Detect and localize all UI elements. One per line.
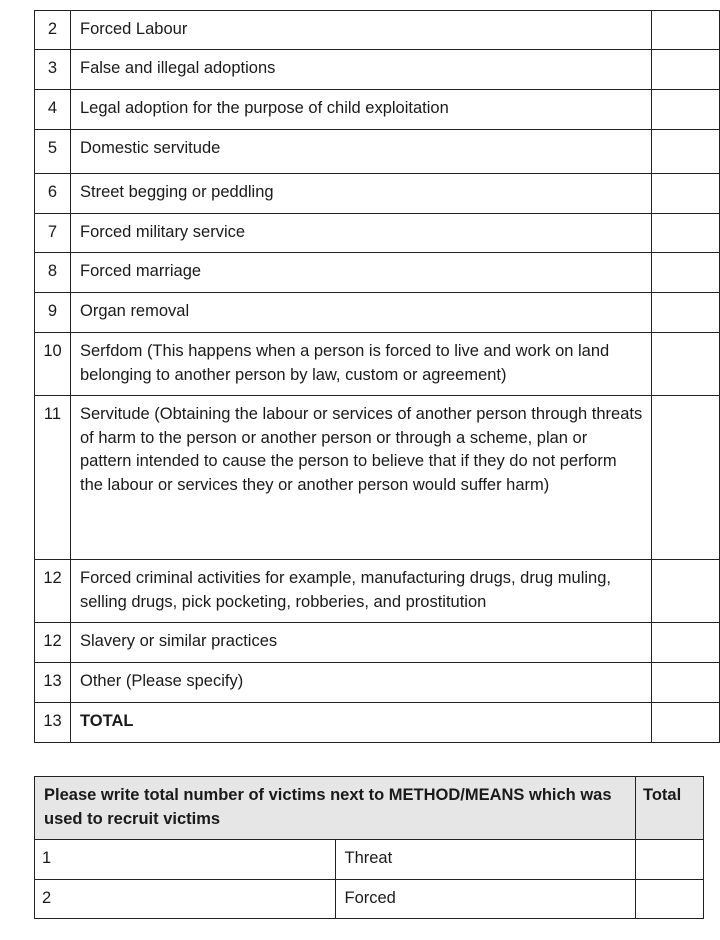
total-input-cell[interactable] xyxy=(652,174,720,214)
exploitation-types-table xyxy=(34,10,720,743)
row-number: 6 xyxy=(35,174,71,214)
total-input-cell[interactable] xyxy=(652,623,720,663)
total-input-cell[interactable] xyxy=(636,880,704,919)
table-row xyxy=(35,253,720,293)
total-input-cell[interactable] xyxy=(652,560,720,623)
table-row xyxy=(35,703,720,743)
row-number: 12 xyxy=(35,560,71,623)
table-row xyxy=(35,663,720,703)
row-label: Forced criminal activities for example, manufacturing drugs, drug muling, selling drugs, pick pocketing, robberies, and prostitution xyxy=(71,560,652,623)
row-number: 12 xyxy=(35,623,71,663)
total-input-cell[interactable] xyxy=(652,663,720,703)
table-row xyxy=(35,396,720,560)
row-number: 11 xyxy=(35,396,71,560)
table-row xyxy=(35,214,720,253)
table-row xyxy=(35,623,720,663)
total-input-cell[interactable] xyxy=(652,293,720,333)
row-number: 2 xyxy=(35,11,71,50)
row-number: 4 xyxy=(35,90,71,130)
row-label: Street begging or peddling xyxy=(71,174,652,214)
table-row xyxy=(35,880,704,919)
total-input-cell[interactable] xyxy=(652,396,720,560)
total-input-cell[interactable] xyxy=(652,11,720,50)
row-label: Organ removal xyxy=(71,293,652,333)
row-number: 5 xyxy=(35,130,71,174)
row-label: Slavery or similar practices xyxy=(71,623,652,663)
row-label: Other (Please specify) xyxy=(71,663,652,703)
row-label: Serfdom (This happens when a person is forced to live and work on land belonging to another person by law, custom or agreement) xyxy=(71,333,652,396)
row-number: 10 xyxy=(35,333,71,396)
total-input-cell[interactable] xyxy=(652,130,720,174)
row-number: 8 xyxy=(35,253,71,293)
table-row xyxy=(35,90,720,130)
instruction-header: Please write total number of victims next to METHOD/MEANS which was used to recruit victims xyxy=(35,777,636,840)
row-number: 13 xyxy=(35,703,71,743)
row-number: 3 xyxy=(35,50,71,90)
row-number: 1 xyxy=(35,840,336,880)
table-row xyxy=(35,50,720,90)
row-label: Forced xyxy=(335,880,636,919)
table-row xyxy=(35,333,720,396)
total-label: TOTAL xyxy=(71,703,652,743)
row-label: Forced marriage xyxy=(71,253,652,293)
total-column-header: Total xyxy=(636,777,704,840)
table-header-row xyxy=(35,777,704,840)
row-label: Forced Labour xyxy=(71,11,652,50)
table-row xyxy=(35,560,720,623)
row-label: False and illegal adoptions xyxy=(71,50,652,90)
total-input-cell[interactable] xyxy=(652,90,720,130)
row-label: Legal adoption for the purpose of child exploitation xyxy=(71,90,652,130)
table-row xyxy=(35,11,720,50)
total-input-cell[interactable] xyxy=(652,50,720,90)
grand-total-input-cell[interactable] xyxy=(652,703,720,743)
table-row xyxy=(35,174,720,214)
row-label: Servitude (Obtaining the labour or services of another person through threats of harm to the person or another person or through a scheme, plan or pattern intended to cause the person to believe that if they do not perform the labour or services they or another person would suffer harm) xyxy=(71,396,652,560)
total-input-cell[interactable] xyxy=(636,840,704,880)
table-row xyxy=(35,840,704,880)
row-label: Domestic servitude xyxy=(71,130,652,174)
total-input-cell[interactable] xyxy=(652,253,720,293)
total-input-cell[interactable] xyxy=(652,333,720,396)
row-number: 9 xyxy=(35,293,71,333)
recruitment-methods-table xyxy=(34,776,704,919)
table-row xyxy=(35,293,720,333)
row-number: 13 xyxy=(35,663,71,703)
row-label: Forced military service xyxy=(71,214,652,253)
table-row xyxy=(35,130,720,174)
row-number: 2 xyxy=(35,880,336,919)
row-number: 7 xyxy=(35,214,71,253)
total-input-cell[interactable] xyxy=(652,214,720,253)
row-label: Threat xyxy=(335,840,636,880)
